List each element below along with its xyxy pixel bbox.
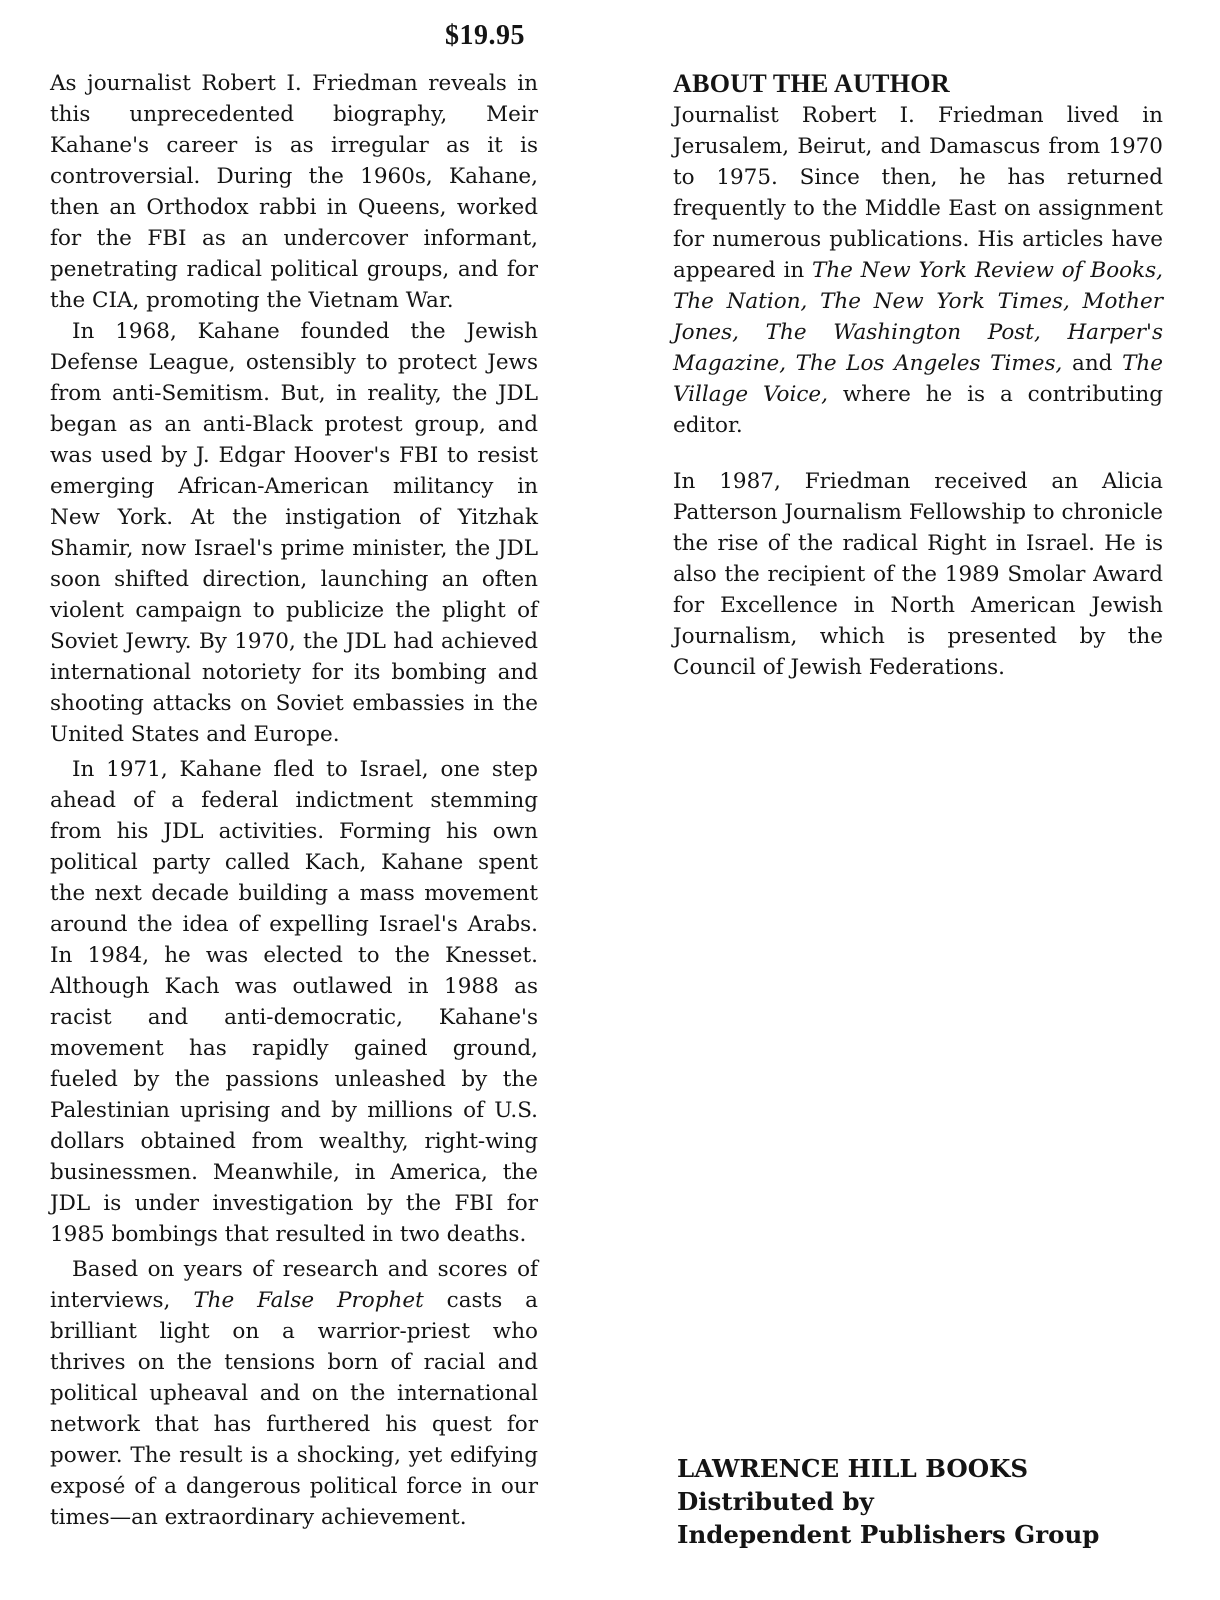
bio-and: and <box>1062 351 1123 376</box>
publisher-name: LAWRENCE HILL BOOKS <box>677 1454 1029 1483</box>
book-title: The False Prophet <box>193 1288 424 1313</box>
description-closing-paragraph <box>50 1254 538 1533</box>
publication-village-voice: The Village Voice, <box>673 351 1163 407</box>
author-bio-paragraph <box>673 100 1163 441</box>
price-label: $19.95 <box>445 20 525 51</box>
closing-text-start: Based on years of research and scores of interviews, <box>50 1257 538 1313</box>
about-author-section <box>673 68 1163 683</box>
distributed-by-label: Distributed by <box>677 1487 874 1516</box>
description-paragraph: In 1971, Kahane fled to Israel, one step ahead of a federal indictment stemming from his JDL activities. Forming his own political party called Kach, Kahane spent the next decade building a mass movement around the idea of expelling Israel's Arabs. In 1984, he was elected to the Knesset. Although Kach was outlawed in 1988 as racist and anti-democratic, Kahane's movement has rapidly gained ground, fueled by the passions unleashed by the Palestinian uprising and by millions of U.S. dollars obtained from wealthy, right-wing businessmen. Meanwhile, in America, the JDL is under investigation by the FBI for 1985 bombings that resulted in two deaths. <box>50 757 538 1247</box>
author-awards-paragraph: In 1987, Friedman received an Alicia Patterson Journalism Fellowship to chronicle the rise of the radical Right in Israel. He is also the recipient of the 1989 Smolar Award for Excellence in North American Jewish Journalism, which is presented by the Council of Jewish Federations. <box>673 469 1163 680</box>
description-paragraph: As journalist Robert I. Friedman reveals in this unprecedented biography, Meir Kahane's career is as irregular as it is controversial. During the 1960s, Kahane, then an Orthodox rabbi in Queens, worked for the FBI as an undercover informant, penetrating radical political groups, and for the CIA, promoting the Vietnam War. <box>50 71 538 313</box>
publisher-block <box>677 1452 1197 1551</box>
bio-intro: Journalist Robert I. Friedman lived in Jerusalem, Beirut, and Damascus from 1970 to 1975. Since then, he has returned frequently to the Middle East on assignment for numerous publications. His articles have appeared in <box>673 103 1163 283</box>
distributor-name: Independent Publishers Group <box>677 1520 1100 1549</box>
description-paragraph: In 1968, Kahane founded the Jewish Defense League, ostensibly to protect Jews from anti-Semitism. But, in reality, the JDL began as an anti-Black protest group, and was used by J. Edgar Hoover's FBI to resist emerging African-American militancy in New York. At the instigation of Yitzhak Shamir, now Israel's prime minister, the JDL soon shifted direction, launching an often violent campaign to publicize the plight of Soviet Jewry. By 1970, the JDL had achieved international notoriety for its bombing and shooting attacks on Soviet embassies in the United States and Europe. <box>50 319 538 747</box>
publication-list: The New York Review of Books, The Nation, The New York Times, Mother Jones, The Washington Post, Harper's Magazine, The Los Angeles Times, <box>673 258 1163 376</box>
about-author-heading: ABOUT THE AUTHOR <box>673 69 950 98</box>
bio-outro: where he is a contributing editor. <box>673 382 1164 438</box>
closing-text-end: casts a brilliant light on a warrior-priest who thrives on the tensions born of racial and political upheaval and on the international network that has furthered his quest for power. The result is a shocking, yet edifying exposé of a dangerous political force in our times—an extraordinary achievement. <box>50 1288 538 1530</box>
book-description <box>50 68 538 1537</box>
